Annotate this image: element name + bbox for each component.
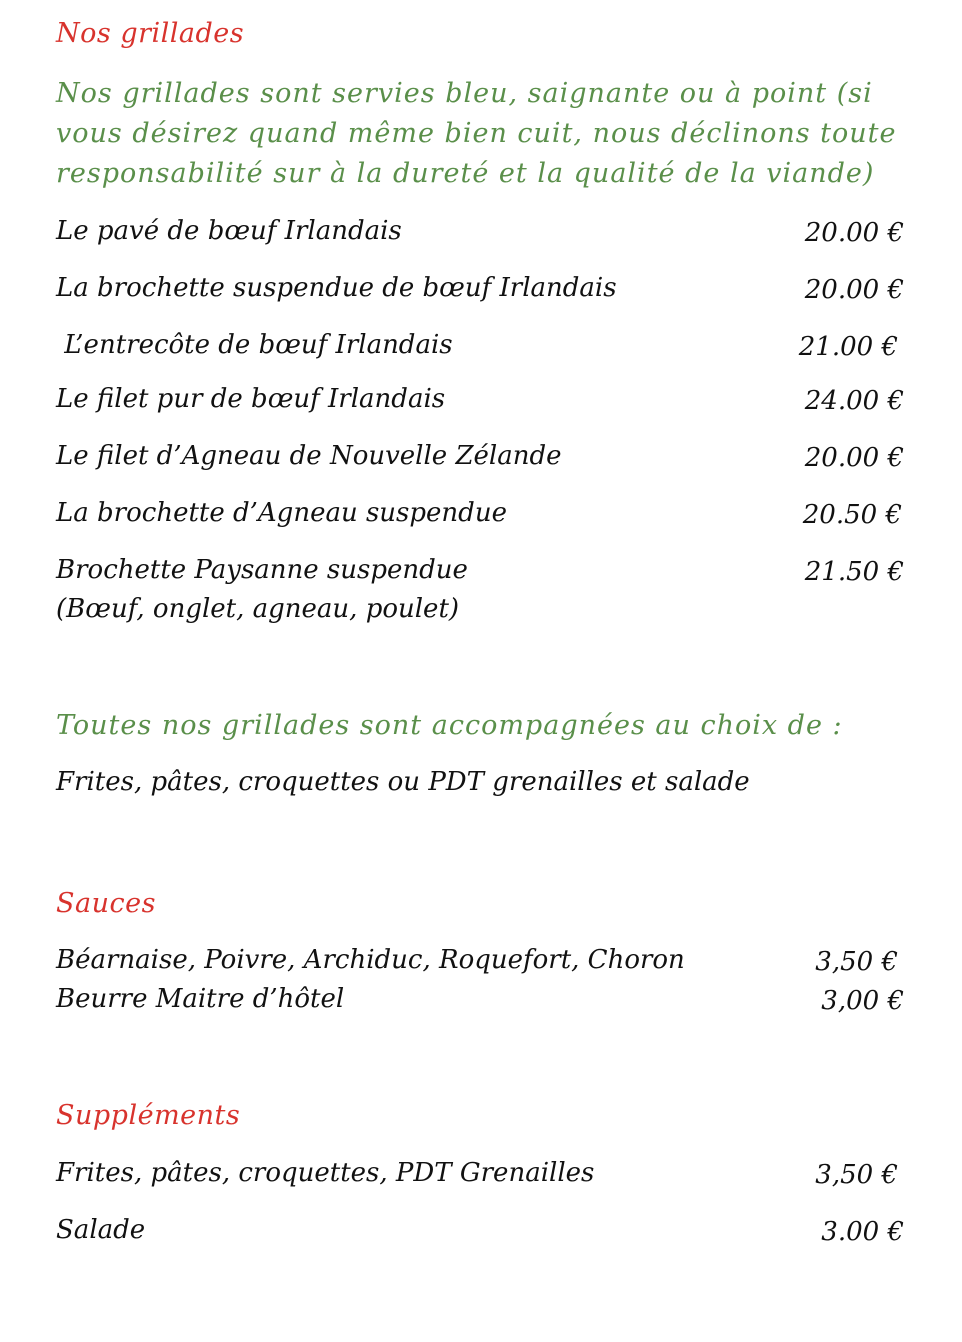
section-title-supplements: Suppléments <box>56 1100 241 1131</box>
menu-item-price: 24.00 € <box>804 386 904 416</box>
menu-item-price: 21.00 € <box>798 332 898 362</box>
menu-item-name: Béarnaise, Poivre, Archiduc, Roquefort, Choron <box>56 945 685 975</box>
menu-item-price: 20.00 € <box>804 218 904 248</box>
menu-item-name: Le pavé de bœuf Irlandais <box>56 216 402 246</box>
menu-item-name: La brochette d’Agneau suspendue <box>56 498 507 528</box>
menu-item-price: 3,50 € <box>815 947 898 977</box>
menu-item-price: 3.00 € <box>821 1217 904 1247</box>
accompaniment-list: Frites, pâtes, croquettes ou PDT grenailles et salade <box>56 767 750 797</box>
menu-item-name: L’entrecôte de bœuf Irlandais <box>56 330 453 360</box>
menu-item-name: Le filet d’Agneau de Nouvelle Zélande <box>56 441 562 471</box>
menu-item-name: Brochette Paysanne suspendue <box>56 555 468 585</box>
menu-item-price: 3,00 € <box>821 986 904 1016</box>
section-title-grillades: Nos grillades <box>56 18 245 49</box>
menu-item-price: 3,50 € <box>815 1160 898 1190</box>
menu-item-name: La brochette suspendue de bœuf Irlandais <box>56 273 617 303</box>
menu-item-price: 21.50 € <box>804 557 904 587</box>
menu-item-price: 20.00 € <box>804 275 904 305</box>
accompaniment-note: Toutes nos grillades sont accompagnées au choix de : <box>56 710 843 741</box>
menu-item-price: 20.00 € <box>804 443 904 473</box>
menu-item-price: 20.50 € <box>802 500 902 530</box>
grillades-note-line-2: vous désirez quand même bien cuit, nous déclinons toute <box>56 118 897 149</box>
menu-item-detail: (Bœuf, onglet, agneau, poulet) <box>56 594 460 624</box>
menu-item-name: Le filet pur de bœuf Irlandais <box>56 384 446 414</box>
menu-item-name: Frites, pâtes, croquettes, PDT Grenailles <box>56 1158 595 1188</box>
menu-item-name: Salade <box>56 1215 146 1245</box>
grillades-note-line-1: Nos grillades sont servies bleu, saignante ou à point (si <box>56 78 873 109</box>
menu-item-name: Beurre Maitre d’hôtel <box>56 984 345 1014</box>
grillades-note-line-3: responsabilité sur à la dureté et la qualité de la viande) <box>56 158 875 189</box>
section-title-sauces: Sauces <box>56 888 156 919</box>
